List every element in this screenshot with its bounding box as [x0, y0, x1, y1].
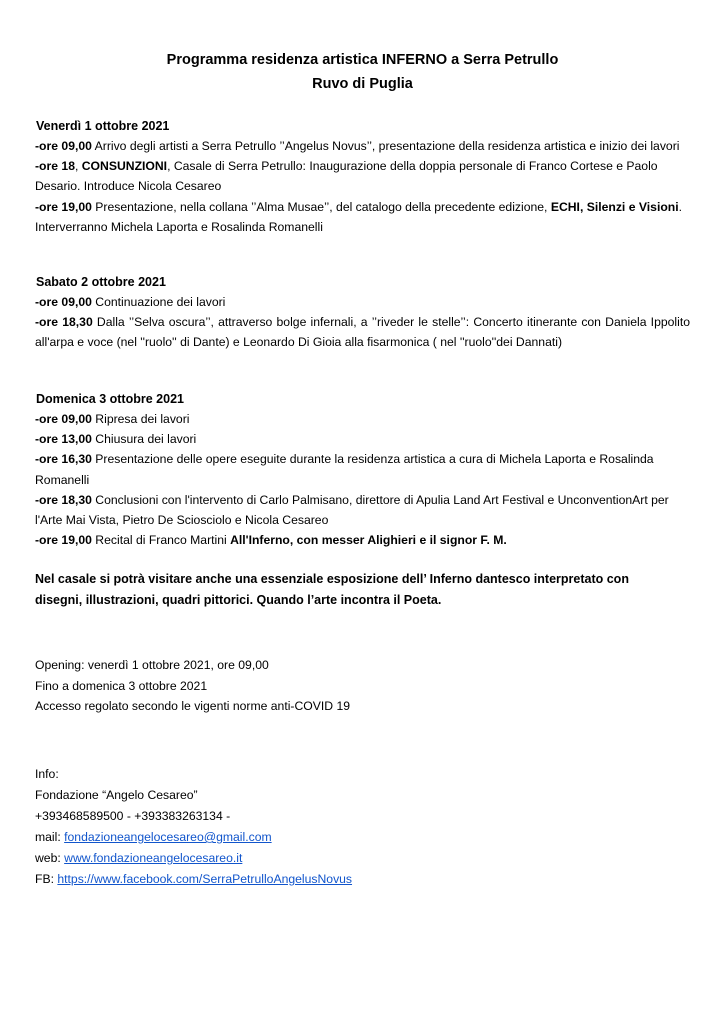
entry-time: -ore 19,00 — [35, 199, 92, 214]
schedule-entry — [35, 156, 690, 196]
contact-info — [35, 764, 635, 890]
entry-highlight: CONSUNZIONI — [81, 159, 168, 174]
day-section-saturday — [35, 272, 690, 353]
day-section-sunday — [35, 389, 690, 550]
schedule-entry — [35, 197, 690, 237]
exhibition-note: Nel casale si potrà visitare anche una essenziale esposizione dell’ Inferno dantesco interpretato con disegni, illustrazioni, quadri pittorici. Quando l’arte incontra il Poeta. — [35, 572, 629, 607]
schedule-entry — [35, 530, 690, 550]
fb-line — [35, 869, 635, 890]
day-heading: Venerdì 1 ottobre 2021 — [36, 119, 170, 133]
opening-line: Opening: venerdì 1 ottobre 2021, ore 09,00 — [35, 658, 269, 672]
mail-label: mail: — [35, 830, 65, 844]
schedule-entry — [35, 429, 690, 449]
schedule-entry — [35, 449, 690, 489]
info-label: Info: — [35, 767, 59, 781]
access-line: Accesso regolato secondo le vigenti norme anti-COVID 19 — [35, 699, 351, 713]
organization-name: Fondazione “Angelo Cesareo” — [35, 788, 198, 802]
entry-text: Dalla ’’Selva oscura’’, attraverso bolge infernali, a ’’riveder le stelle’’: Concerto itinerante con Daniela Ippolito all'arpa e voce (nel ''ruolo'' di Dante) e Leonardo Di Gioia alla fisarmonica ( nel ''ruolo''dei Dannati) — [35, 315, 690, 350]
entry-text: , Casale di Serra Petrullo: Inaugurazione della doppia personale di Franco Cortese e Paolo Desario. Introduce Nicola Cesareo — [35, 159, 658, 194]
entry-time: -ore 18,30 — [35, 315, 93, 330]
entry-highlight: All'Inferno, con messer Alighieri e il signor F. M. — [230, 533, 507, 548]
entry-text: Presentazione delle opere eseguite durante la residenza artistica a cura di Michela Laporta e Rosalinda Romanelli — [35, 452, 654, 487]
schedule-entry — [35, 312, 690, 352]
schedule-entry — [35, 292, 690, 312]
entry-time: -ore 18,30 — [35, 492, 92, 507]
email-link[interactable]: fondazioneangelocesareo@gmail.com — [64, 830, 272, 844]
entry-text: Presentazione, nella collana ’’Alma Musae’’, del catalogo della precedente edizione, — [91, 199, 551, 214]
entry-text: , — [74, 159, 82, 174]
entry-text: Conclusioni con l'intervento di Carlo Palmisano, direttore di Apulia Land Art Festival e UnconventionArt per l'Arte Mai Vista, Pietro De Sciosciolo e Nicola Cesareo — [35, 492, 669, 528]
entry-time: -ore 09,00 — [35, 412, 92, 426]
entry-highlight: ECHI, Silenzi e Visioni — [550, 199, 679, 214]
mail-line — [35, 827, 635, 848]
entry-time: -ore 19,00 — [35, 533, 92, 548]
fb-label: FB: — [35, 872, 58, 886]
entry-time: -ore 09,00 — [35, 139, 92, 153]
end-date-line: Fino a domenica 3 ottobre 2021 — [35, 678, 208, 693]
entry-time: -ore 13,00 — [35, 432, 92, 447]
schedule-entry — [35, 136, 690, 156]
entry-text: Ripresa dei lavori — [91, 412, 190, 426]
event-details — [35, 655, 635, 717]
web-label: web: — [35, 851, 65, 865]
phone-numbers: +393468589500 - +393383263134 - — [35, 809, 231, 823]
document-subtitle: Ruvo di Puglia — [312, 76, 413, 92]
entry-time: -ore 16,30 — [35, 452, 92, 467]
document-title: Programma residenza artistica INFERNO a Serra Petrullo — [166, 52, 559, 68]
day-heading: Sabato 2 ottobre 2021 — [36, 275, 166, 289]
facebook-link[interactable]: https://www.facebook.com/SerraPetrulloAngelusNovus — [57, 872, 353, 886]
website-link[interactable]: www.fondazioneangelocesareo.it — [64, 851, 243, 865]
schedule-entry — [35, 409, 690, 429]
entry-time: -ore 18 — [35, 159, 75, 174]
schedule-entry — [35, 490, 690, 530]
entry-text: Chiusura dei lavori — [91, 432, 197, 447]
entry-time: -ore 09,00 — [35, 295, 92, 309]
day-section-friday — [35, 116, 690, 237]
day-heading: Domenica 3 ottobre 2021 — [36, 392, 184, 406]
entry-text: Continuazione dei lavori — [91, 295, 226, 309]
entry-text: Recital di Franco Martini — [91, 533, 231, 548]
web-line — [35, 848, 635, 869]
entry-text: . Interverranno Michela Laporta e Rosalinda Romanelli — [35, 199, 682, 234]
entry-text: Arrivo degli artisti a Serra Petrullo ’’Angelus Novus’’, presentazione della residenza artistica e inizio dei lavori — [91, 139, 680, 153]
